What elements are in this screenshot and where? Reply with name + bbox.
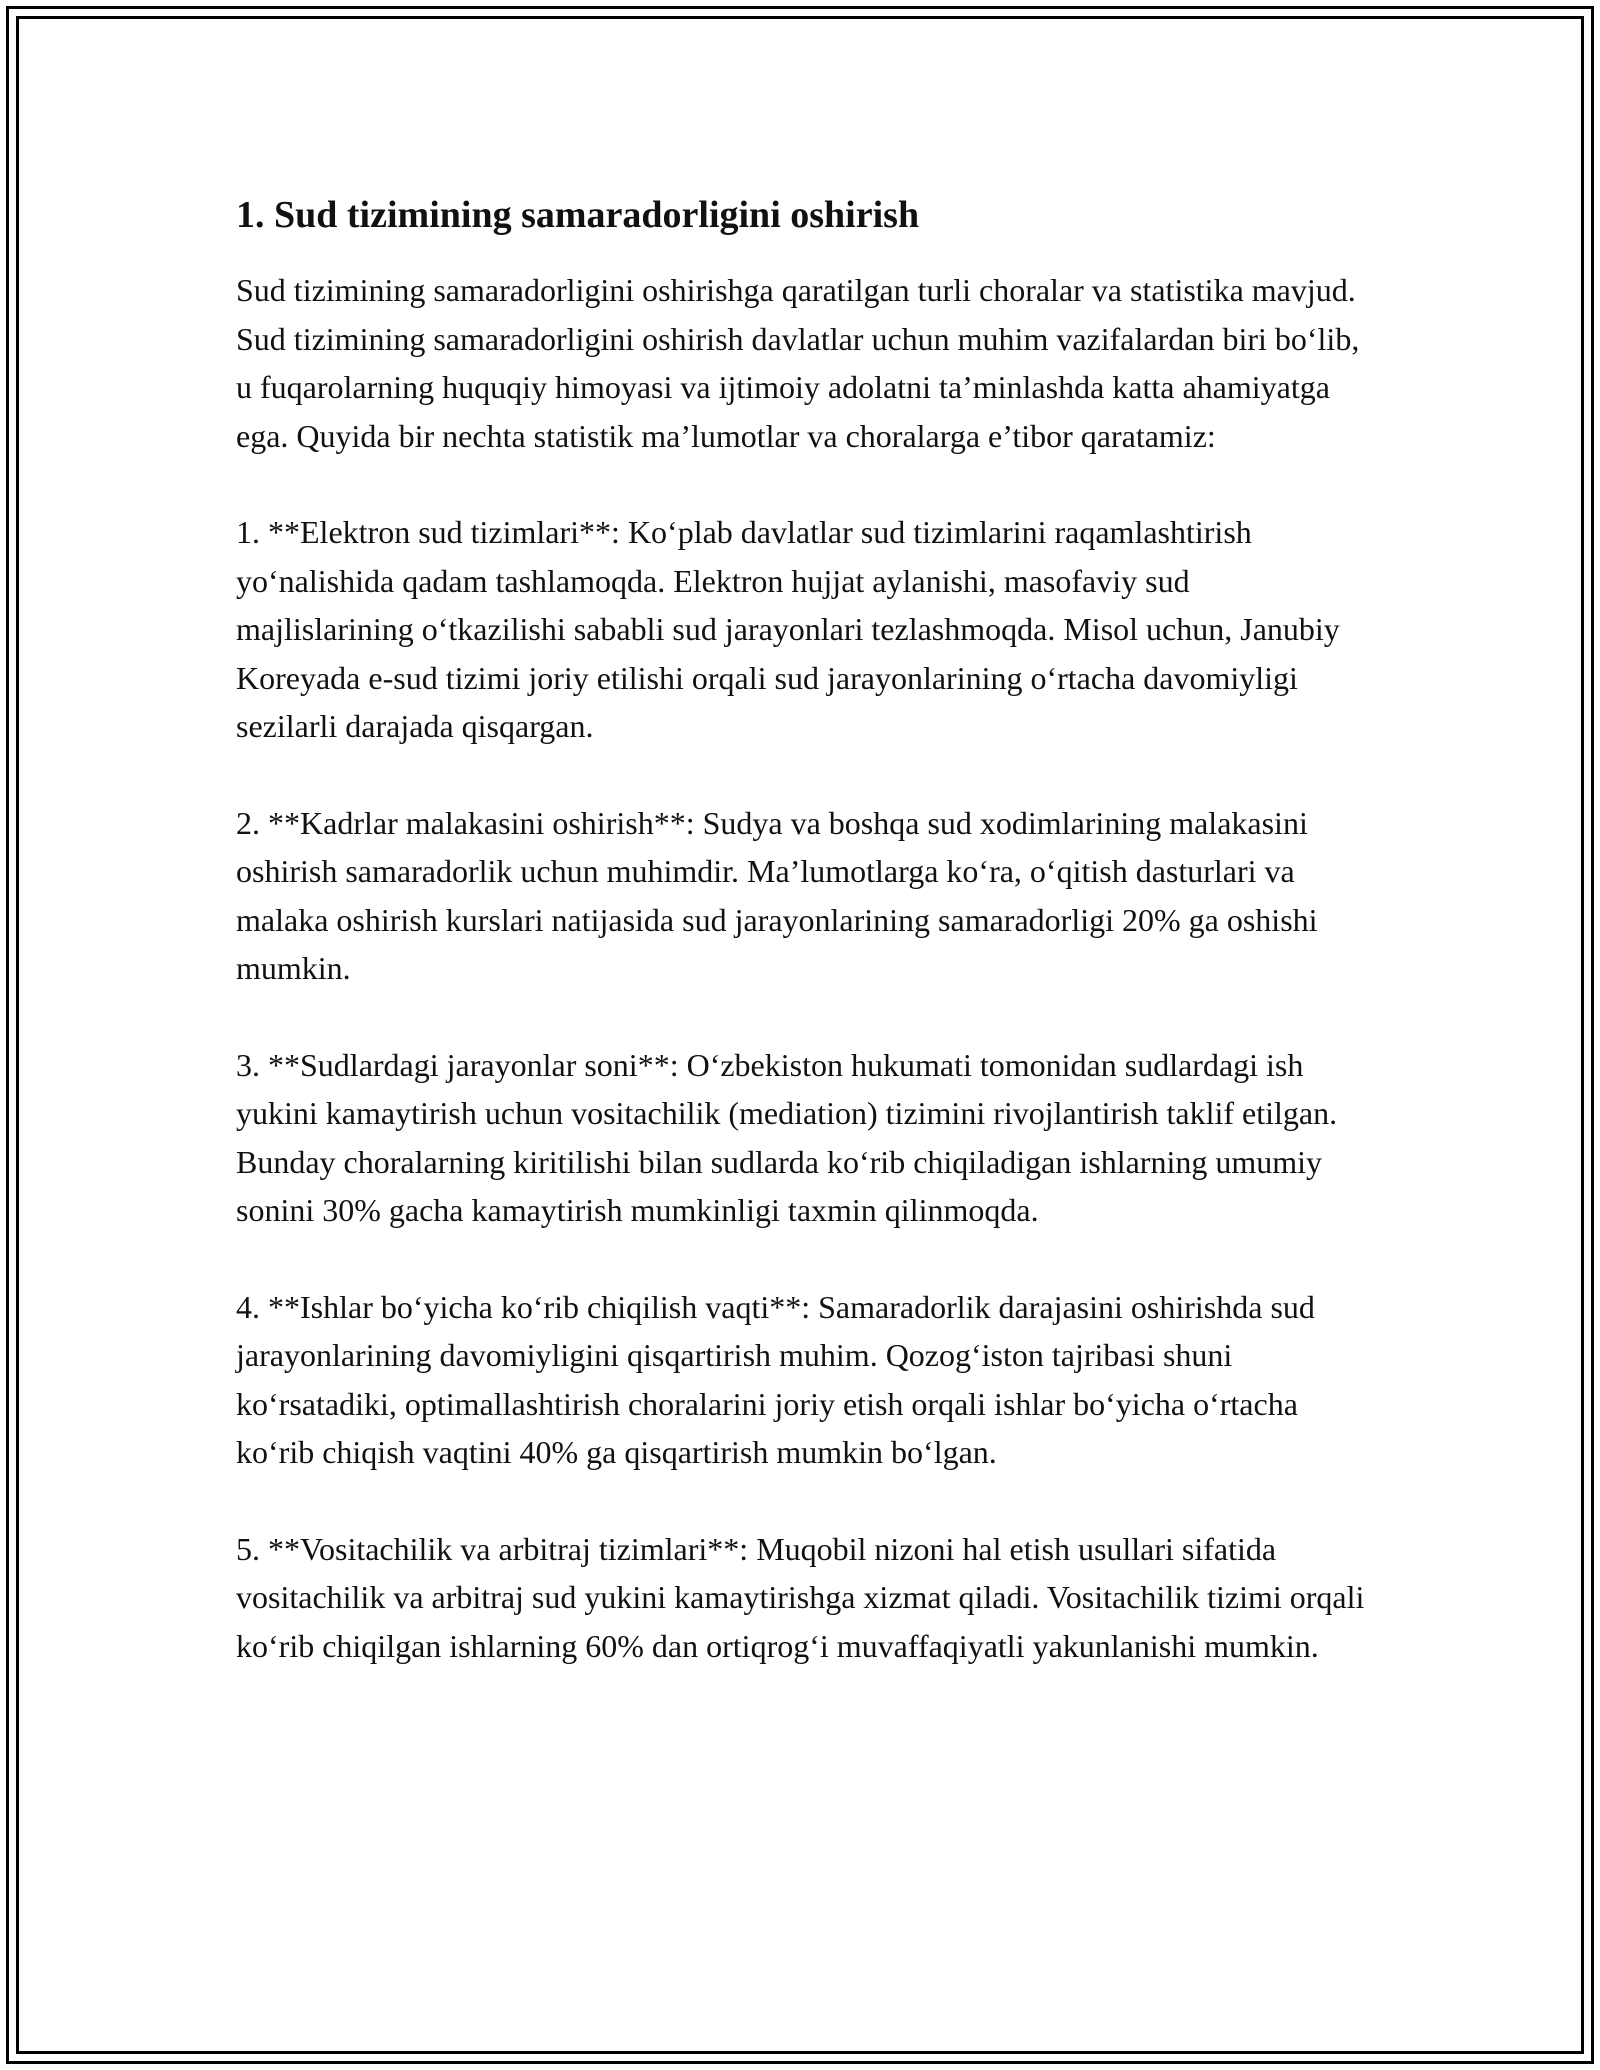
list-item-court-caseload: 3. **Sudlardagi jarayonlar soni**: O‘zbekiston hukumati tomonidan sudlardagi ish yukini kamaytirish uchun vositachilik (mediation) tizimini rivojlantirish taklif etilgan. Bunday choralarning kiritilishi bilan sudlarda ko‘rib chiqiladigan ishlarning umumiy sonini 30% gacha kamaytirish mumkinligi taxmin qilinmoqda.	[236, 1046, 1338, 1228]
document-body	[236, 190, 1366, 1718]
list-item-electronic-courts: 1. **Elektron sud tizimlari**: Ko‘plab davlatlar sud tizimlarini raqamlashtirish yo‘nalishida qadam tashlamoqda. Elektron hujjat aylanishi, masofaviy sud majlislarining o‘tkazilishi sababli sud jarayonlari tezlashmoqda. Misol uchun, Janubiy Koreyada e-sud tizimi joriy etilishi orqali sud jarayonlarining o‘rtacha davomiyligi sezilarli darajada qisqargan.	[236, 514, 1340, 744]
list-item-review-time: 4. **Ishlar bo‘yicha ko‘rib chiqilish vaqti**: Samaradorlik darajasini oshirishda sud jarayonlarining davomiyligini qisqartirish muhim. Qozog‘iston tajribasi shuni ko‘rsatadiki, optimallashtirish choralarini joriy etish orqali ishlar bo‘yicha o‘rtacha ko‘rib chiqish vaqtini 40% ga qisqartirish mumkin bo‘lgan.	[236, 1288, 1315, 1470]
list-item-mediation-arbitration: 5. **Vositachilik va arbitraj tizimlari**: Muqobil nizoni hal etish usullari sifatida vositachilik va arbitraj sud yukini kamaytirishga xizmat qiladi. Vositachilik tizimi orqali ko‘rib chiqilgan ishlarning 60% dan ortiqrog‘i muvaffaqiyatli yakunlanishi mumkin.	[236, 1530, 1365, 1664]
list-item-staff-qualification: 2. **Kadrlar malakasini oshirish**: Sudya va boshqa sud xodimlarining malakasini oshirish samaradorlik uchun muhimdir. Ma’lumotlarga ko‘ra, o‘qitish dasturlari va malaka oshirish kurslari natijasida sud jarayonlarining samaradorligi 20% ga oshishi mumkin.	[236, 804, 1318, 986]
section-heading: 1. Sud tizimining samaradorligini oshirish	[236, 194, 920, 236]
intro-paragraph: Sud tizimining samaradorligini oshirishga qaratilgan turli choralar va statistika mavjud. Sud tizimining samaradorligini oshirish davlatlar uchun muhim vazifalardan biri bo‘lib, u fuqarolarning huquqiy himoyasi va ijtimoiy adolatni ta’minlashda katta ahamiyatga ega. Quyida bir nechta statistik ma’lumotlar va choralarga e’tibor qaratamiz:	[236, 272, 1360, 454]
